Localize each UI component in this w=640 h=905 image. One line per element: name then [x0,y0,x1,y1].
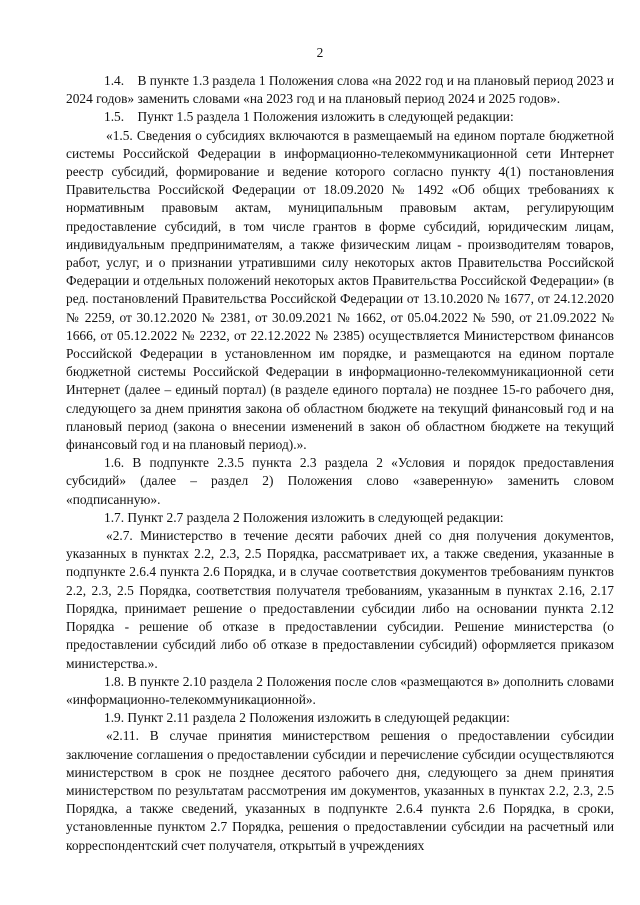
quote-2-7: «2.7. Министерство в течение десяти рабочих дней со дня получения документов, указанных в пунктах 2.2, 2.3, 2.5 Порядка, рассматривает их, а также сведения, указанные в подпункте 2.6.4 пункта 2.6 Порядка, и в случае соответствия документов требованиям пунктов 2.2, 2.3, 2.5 Порядка, соответствия получателя требованиям, указанным в пунктах 2.16, 2.17 Порядка, принимает решение о предоставлении субсидии либо на основании пункта 2.12 Порядка - решение об отказе в предоставлении субсидии. Решение министерства (о предоставлении субсидий либо об отказе в предоставлении субсидий) оформляется приказом министерства.». [66,528,614,671]
page-number: 2 [316,45,324,60]
document-body [66,72,614,855]
quote-2-11: «2.11. В случае принятия министерством решения о предоставлении субсидии заключение соглашения о предоставлении субсидии и перечисление субсидии осуществляются министерством в срок не позднее десятого рабочего дня, следующего за днем принятия министерством по результатам рассмотрения им документов, указанных в пунктах 2.2, 2.3, 2.5 Порядка, а также сведений, указанных в подпункте 2.6.4 пункта 2.6 Порядка, в сроки, установленные пунктом 2.7 Порядка, решения о предоставлении субсидии на расчетный или корреспондентский счет получателя, открытый в учреждениях [66,728,614,853]
quote-1-5: «1.5. Сведения о субсидиях включаются в размещаемый на едином портале бюджетной системы Российской Федерации в информационно-телекоммуникационной сети Интернет реестр субсидий, формирование и ведение которого согласно пункту 4(1) постановления Правительства Российской Федерации от 18.09.2020 № 1492 «Об общих требованиях к нормативным правовым актам, муниципальным правовым актам, регулирующим предоставление субсидий, в том числе грантов в форме субсидий, юридическим лицам, индивидуальным предпринимателям, а также физическим лицам - производителям товаров, работ, услуг, и о признании утратившими силу некоторых актов Правительства Российской Федерации и отдельных положений некоторых актов Правительства Российской Федерации» (в ред. постановлений Правительства Российской Федерации от 13.10.2020 № 1677, от 24.12.2020 № 2259, от 30.12.2020 № 2381, от 30.09.2021 № 1662, от 05.04.2022 № 590, от 21.09.2022 № 1666, от 05.12.2022 № 2232, от 22.12.2022 № 2385) осуществляется Министерством финансов Российской Федерации в установленном им порядке, и размещаются на едином портале бюджетной системы Российской Федерации в информационно-телекоммуникационной сети Интернет (далее – единый портал) (в разделе единого портала) не позднее 15-го рабочего дня, следующего за днем принятия закона об областном бюджете на текущий финансовый год и на плановый период (закона о внесении изменений в закон об областном бюджете на текущий финансовый год и на плановый период).». [66,127,614,453]
paragraph-1-9: 1.9. Пункт 2.11 раздела 2 Положения изложить в следующей редакции: [104,710,510,726]
paragraph-1-6: 1.6. В подпункте 2.3.5 пункта 2.3 раздела 2 «Условия и порядок предоставления субсидий» (далее – раздел 2) Положения слово «заверенную» заменить словом «подписанную». [66,455,614,507]
paragraph-1-5: 1.5. Пункт 1.5 раздела 1 Положения изложить в следующей редакции: [104,109,514,125]
paragraph-1-4: 1.4. В пункте 1.3 раздела 1 Положения слова «на 2022 год и на плановый период 2023 и 2024 годов» заменить словами «на 2023 год и на плановый период 2024 и 2025 годов». [66,73,614,107]
paragraph-1-7: 1.7. Пункт 2.7 раздела 2 Положения изложить в следующей редакции: [104,509,504,525]
paragraph-1-8: 1.8. В пункте 2.10 раздела 2 Положения после слов «размещаются в» дополнить словами «информационно-телекоммуникационной». [66,673,614,707]
